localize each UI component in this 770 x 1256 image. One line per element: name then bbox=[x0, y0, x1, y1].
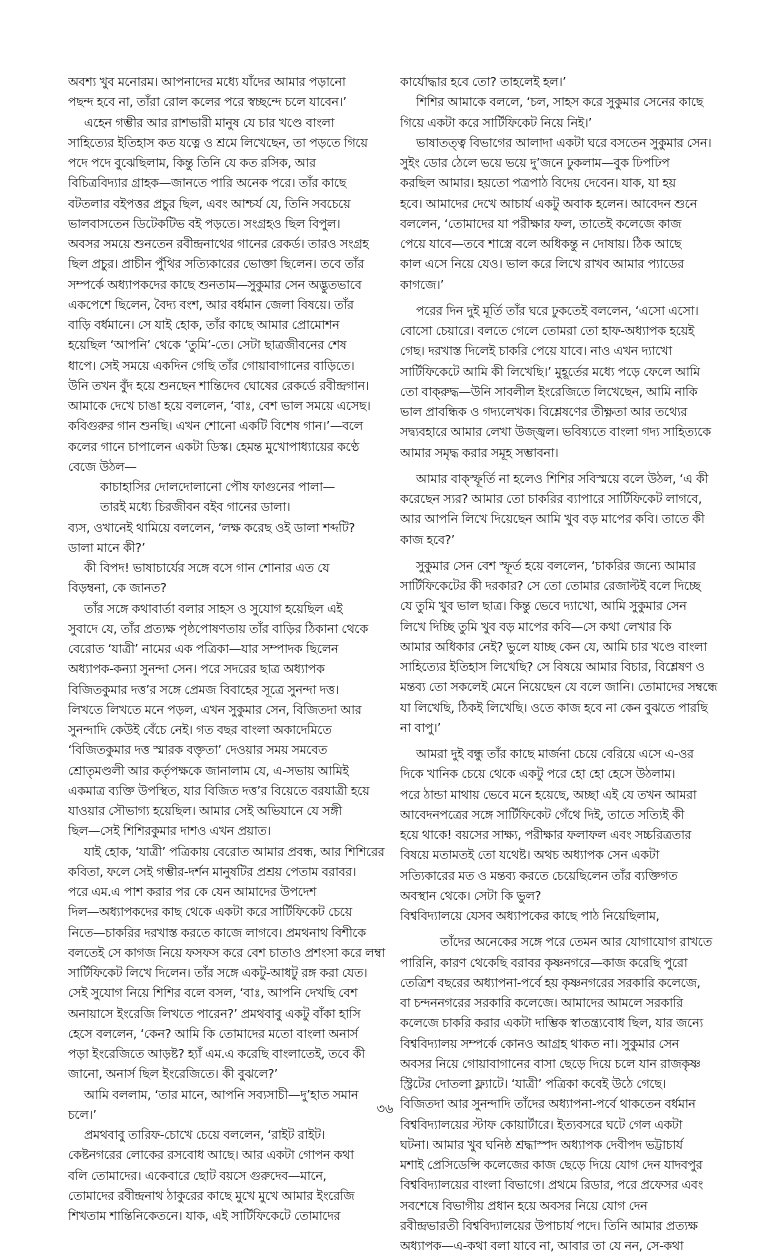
right-column-line: অবসর নিয়ে গোয়াবাগানের বাসা ছেড়ে দিয়ে চলে যান রাজকৃষ্ণ bbox=[400, 1055, 701, 1071]
left-column-line: বটতলার বইপত্তর প্রচুর ছিল, এবং আশ্চর্য যে, তিনি সবচেয়ে bbox=[68, 195, 351, 211]
left-column-line: পরে এম.এ পাশ করার পর কে যেন আমাদের উপদেশ bbox=[68, 884, 317, 899]
right-column-line: তো বাক্‌রুদ্ধ—উনি সাবলীল ইংরেজিতে লিখেছেন, আমি নাকি bbox=[400, 383, 698, 399]
right-column-line: বিশ্ববিদ্যালয় সম্পর্কে কোনও আগ্রহ থাকত না। সুকুমার সেন bbox=[400, 1035, 679, 1051]
left-column-line: জানো, অনার্স ছিল ইংরেজিতে। কী বুঝলে?’ bbox=[68, 1066, 278, 1082]
left-column-line: কলের গানে চাপালেন একটা ডিস্ক। হেমন্ত মুখোপাধ্যায়ের কণ্ঠে bbox=[68, 438, 360, 454]
left-column-line: হেসে বললেন, ‘কেন? আমি কি তোমাদের মতো বাংলা অনার্স bbox=[68, 1025, 358, 1041]
right-column-line: বিজিতদা আর সুনন্দাদি তাঁদের অধ্যাপনা-পর্বে থাকতেন বর্ধমান bbox=[400, 1096, 696, 1112]
left-column-line: যাই হোক, ‘যাত্রী’ পত্রিকায় বেরোত আমার প্রবন্ধ, আর শিশিরের bbox=[84, 843, 385, 859]
left-column-line: কবিগুরুর গান শুনছি। এখন শোনো একটি বিশেষ গান।’—বলে bbox=[68, 418, 363, 434]
right-column-line: মশাই প্রেসিডেন্সি কলেজের কাজ ছেড়ে দিয়ে যোগ দেন যাদবপুর bbox=[400, 1157, 703, 1172]
left-column-line: বিড়ম্বনা, কে জানত? bbox=[68, 580, 167, 596]
right-column-line: সবশেষে বিভাগীয় প্রধান হয়ে অবসর নিয়ে যোগ দেন bbox=[400, 1197, 648, 1213]
left-column-line: সাহিত্যের ইতিহাস কত যত্নে ও শ্রমে লিখেছেন, তা পড়তে গিয়ে bbox=[68, 134, 368, 150]
right-column-line: হবে। আমাদের দেখে আচার্য একটু অবাক হলেন। আবেদন শুনে bbox=[400, 195, 698, 211]
right-column-line: সার্টিফিকেটে আমি কী লিখেছি।’ মুহূর্তের মধ্যে পড়ে ফেলে আমি bbox=[400, 363, 700, 379]
left-column-line: হয়েছিল ‘আপনি’ থেকে ‘তুমি’-তে। সেটা ছাত্রজীবনের শেষ bbox=[68, 337, 347, 353]
right-column-line: কাজ হবে?’ bbox=[400, 531, 455, 547]
left-column-line: অধ্যাপক-কন্যা সুনন্দা সেন। পরে সদরের ছাত্র অধ্যাপক bbox=[68, 661, 325, 677]
right-column-line: পরে ঠান্ডা মাথায় ভেবে মনে হয়েছে, অচ্ছা এই যে তখন আমরা bbox=[400, 786, 697, 802]
right-column-line: বিশ্ববিদ্যালয়ের বাংলা বিভাগে। প্রথমে রিডার, পরে প্রফেসর এবং bbox=[400, 1177, 703, 1193]
left-column-line: উনি তখন বুঁদ হয়ে শুনছেন শান্তিদেব ঘোষের রেকর্ডে রবীন্দ্রগান। bbox=[68, 377, 369, 393]
right-column-line: গিয়ে একটা করে সার্টিফিকেট নিয়ে নিই।’ bbox=[400, 114, 592, 130]
left-column-line: ভালবাসতেন ডিটেকটিভ বই পড়তে। সংগ্রহও ছিল বিপুল। bbox=[68, 215, 341, 231]
right-column-line: ঘটনা। আমার খুব ঘনিষ্ঠ শ্রদ্ধাস্পদ অধ্যাপক দেবীপদ ভট্টাচার্য bbox=[400, 1136, 683, 1152]
right-column-line: অধ্যাপক—এ-কথা বলা যাবে না, আবার তা যে নন, সে-কথা bbox=[400, 1238, 684, 1253]
right-column-line: তেত্রিশ বছরের অধ্যাপনা-পর্বে হয় কৃষ্ণনগরের সরকারি কলেজে, bbox=[400, 974, 701, 990]
left-column-line: কবিতা, ফলে সেই গম্ভীর-দর্শন মানুষটির প্রশ্রয় পেতাম বরাবর। bbox=[68, 863, 356, 879]
left-column-line: ছিল—সেই শিশিরকুমার দাশও এখন প্রয়াত। bbox=[68, 823, 271, 839]
right-column-line: ভাষাতত্ত্ব বিভাগের আলাদা একটা ঘরে বসতেন সুকুমার সেন। bbox=[416, 134, 712, 150]
left-column-line: বিজিতকুমার দত্ত’র সঙ্গে প্রেমজ বিবাহের সূত্রে সুনন্দা দত্ত। bbox=[68, 681, 339, 697]
right-column-line: আবেদনপত্রের সঙ্গে সার্টিফিকেট গেঁথে দিই, তাতে সত্যিই কী bbox=[400, 806, 685, 822]
left-column-line: সুনন্দাদি কেউই বেঁচে নেই। গত বছর বাংলা অকাদেমিতে bbox=[68, 722, 332, 737]
right-column-line: সুকুমার সেন বেশ স্ফূর্ত হয়ে বললেন, ‘চাকরির জন্যে আমার bbox=[416, 557, 696, 573]
left-column-line: ডালা মানে কী?’ bbox=[68, 539, 146, 555]
right-column-line: পরের দিন দুই মূর্তি তাঁর ঘরে ঢুকতেই বললেন, ‘এসো এসো। bbox=[416, 302, 699, 318]
right-column-line: সাহিত্যের ইতিহাস লিখেছি? সে বিষয়ে আমার বিচার, বিশ্লেষণ ও bbox=[400, 659, 705, 674]
right-column-line: সুইং ডোর ঠেলে ভয়ে ভয়ে দু’জনে ঢুকলাম—বুক ঢিপঢিপ bbox=[400, 155, 670, 170]
left-column-line: দিল—অধ্যাপকদের কাছ থেকে একটা করে সার্টিফিকেট চেয়ে bbox=[68, 904, 352, 920]
left-column-line: আমাকে দেখে চাঙা হয়ে বললেন, ‘বাঃ, বেশ ভাল সময়ে এসেছ। bbox=[68, 398, 371, 413]
left-column-line: চলে।’ bbox=[68, 1106, 97, 1122]
right-column-line: রবীন্দ্রভারতী বিশ্ববিদ্যালয়ের উপাচার্য পদে। তিনি আমার প্রত্যক্ষ bbox=[400, 1217, 698, 1233]
left-column-line: পছন্দ হবে না, তাঁরা রোল কলের পরে স্বচ্ছন্দে চলে যাবেন।’ bbox=[68, 94, 347, 110]
left-column-line: শিখতাম শান্তিনিকেতনে। যাক, এই সার্টিফিকেটে তোমাদের bbox=[68, 1208, 341, 1223]
right-column-line: বোসো চেয়ারে। বলতে গেলে তোমরা তো হাফ-অধ্যাপক হয়েই bbox=[400, 323, 695, 338]
left-column-line: বলি তোমাদের। একেবারে ছোট বয়সে গুরুদেব—মানে, bbox=[68, 1167, 327, 1183]
right-column-line: দিকে খানিক চেয়ে থেকে একটু পরে হো হো হেসে উঠলাম। bbox=[400, 766, 676, 782]
right-column-line: আমার অধিকার নেই? ভুলে যাচ্ছ কেন যে, আমি চার খণ্ডে বাংলা bbox=[400, 638, 707, 654]
right-column-line: লিখে দিচ্ছি তুমি খুব বড় মাপের কবি—সে কথা লেখার কি bbox=[400, 618, 672, 634]
left-column-line: বেজে উঠল— bbox=[68, 458, 137, 474]
left-column-line: প্রমথবাবু তারিফ-চোখে চেয়ে বললেন, ‘রাইট রাইট। bbox=[84, 1127, 325, 1142]
right-column-line: যা লিখেছি, ঠিকই লিখেছি। ওতে কাজ হবে না কেন বুঝতে পারছি bbox=[400, 699, 708, 715]
left-column-line: ব্যস, ওখানেই থামিয়ে বললেন, ‘লক্ষ করেছ ওই ডালা শব্দটি? bbox=[68, 519, 355, 535]
left-column-line: কেষ্টনগরের লোকের রসবোধ আছে। আর একটা গোপন কথা bbox=[68, 1147, 354, 1163]
left-column-line: এহেন গম্ভীর আর রাশভারী মানুষ যে চার খণ্ডে বাংলা bbox=[84, 114, 335, 130]
right-column-line: পেয়ে যাবে—তবে শাস্ত্রে বলে অধিকন্তু ন দোষায়। ঠিক আছে bbox=[400, 236, 682, 251]
right-column-line: আমার বাক্‌স্ফূর্তি না হলেও শিশির সবিস্ময়ে বলে উঠল, ‘এ কী bbox=[416, 470, 709, 486]
left-column-line: একমাত্র ব্যক্তি উপস্থিত, যার বিজিত দত্ত’র বিয়েতে বরযাত্রী হয়ে bbox=[68, 782, 370, 798]
left-column-line: সেই সুযোগ নিয়ে শিশির বলে বসল, ‘বাঃ, আপনি দেখছি বেশ bbox=[68, 985, 358, 1001]
left-column-line: সম্পর্কে অধ্যাপকদের কাছে শুনতাম—সুকুমার সেন অদ্ভুতভাবে bbox=[68, 276, 362, 292]
right-column-line: না বাপু।’ bbox=[400, 719, 441, 735]
right-column-line: সার্টিফিকেটের কী দরকার? সে তো তোমার রেজাল্টই বলে দিচ্ছে bbox=[400, 578, 701, 593]
left-column bbox=[68, 72, 386, 1226]
right-column bbox=[400, 72, 718, 1256]
right-column-line: শিশির আমাকে বললে, ‘চল, সাহস করে সুকুমার সেনের কাছে bbox=[416, 94, 704, 110]
left-column-line: অনায়াসে ইংরেজি লিখতে পারেন?’ প্রমথবাবু একটু বাঁকা হাসি bbox=[68, 1005, 361, 1021]
left-column-line: বলতেই সে কাগজ নিয়ে ফসফস করে বেশ চাতাও প্রশংসা করে লম্বা bbox=[68, 944, 385, 960]
left-column-line: কাচাহাসির দোলদোলানো পৌষ ফাগুনের পালা— bbox=[100, 479, 335, 494]
left-column-line: বিচিত্রবিদ্যার গ্রাহক—জানতে পারি অনেক পরে। তাঁর কাছে bbox=[68, 175, 347, 191]
page-number: ৩৬ bbox=[376, 1102, 394, 1117]
right-column-line: তাঁদের অনেকের সঙ্গে পরে তেমন আর যোগাযোগ রাখতে bbox=[440, 934, 712, 950]
left-column-line: একপেশে ছিলেন, বৈদ্য বংশ, আর বর্ধমান জেলা বিষয়ে। তাঁর bbox=[68, 296, 354, 312]
left-column-line: ছিল প্রচুর। প্রাচীন পুঁথির সত্যিকারের ভোক্তা ছিলেন। তবে তাঁর bbox=[68, 256, 364, 272]
right-column-line: পারিনি, কারণ থেকেছি বরাবর কৃষ্ণনগরে—কাজ করেছি পুরো bbox=[400, 954, 688, 970]
left-column-line: তারই মধ্যে চিরজীবন বইব গানের ডালা। bbox=[100, 499, 291, 515]
left-column-line: সার্টিফিকেট লিখে দিলেন। তাঁর সঙ্গে একটু-আধটু রঙ্গ করা যেত। bbox=[68, 965, 368, 980]
right-column-line: বিষয়ে মতামতই তো যথেষ্ট। অথচ অধ্যাপক সেন একটা bbox=[400, 847, 660, 863]
left-column-line: তোমাদের রবীন্দ্রনাথ ঠাকুরের কাছে মুখে মুখে আমার ইংরেজি bbox=[68, 1187, 355, 1203]
left-column-line: আমি বললাম, ‘তার মানে, আপনি সব্যসাচী—দু’হাত সমান bbox=[84, 1086, 359, 1102]
right-column-line: বিশ্ববিদ্যালয়ের স্টাফ কোয়ার্টারে। ইত্যবসরে ঘটে গেল একটা bbox=[400, 1116, 683, 1132]
left-column-line: ‘বিজিতকুমার দত্ত স্মারক বক্তৃতা’ দেওয়ার সময় সমবেত bbox=[68, 742, 328, 758]
right-column-line: স্ট্রিটের দোতলা ফ্ল্যাটে। ‘যাত্রী’ পত্রিকা কবেই উঠে গেছে। bbox=[400, 1076, 666, 1091]
left-column-line: পড়া ইংরেজিতে আড়ষ্ট? হ্যাঁ এম.এ করেছি বাংলাতেই, তবে কী bbox=[68, 1046, 365, 1061]
right-column-line: করছিল আমার। হয়তো পত্রপাঠ বিদেয় দেবেন। যাক, যা হয় bbox=[400, 175, 676, 191]
right-column-line: গেছ। দরখাস্ত দিলেই চাকরি পেয়ে যাবে। নাও এখন দ্যাখো bbox=[400, 343, 672, 359]
right-column-line: করেছেন স্যর? আমার তো চাকরির ব্যাপারে সার্টিফিকেট লাগবে, bbox=[400, 491, 702, 506]
right-column-line: আর আপনি লিখে দিয়েছেন আমি খুব বড় মাপের কবি। তাতে কী bbox=[400, 511, 705, 527]
right-column-line: বললেন, ‘তোমাদের যা পরীক্ষার ফল, তাতেই কলেজে কাজ bbox=[400, 215, 682, 231]
left-column-line: তাঁর সঙ্গে কথাবার্তা বলার সাহস ও সুযোগ হয়েছিল এই bbox=[84, 600, 343, 616]
right-column-line: আমরা দুই বন্ধু তাঁর কাছে মার্জনা চেয়ে বেরিয়ে এসে এ-ওর bbox=[416, 746, 694, 761]
left-column-line: কী বিপদ! ভাষাচার্যের সঙ্গে বসে গান শোনার এত যে bbox=[84, 560, 330, 575]
right-column-line: কার্যোদ্ধার হবে তো? তাহলেই হল।’ bbox=[400, 74, 567, 89]
right-column-line: সত্যিকারের মত ও মন্তব্য করতে চেয়েছিলেন তাঁর ব্যক্তিগত bbox=[400, 867, 678, 883]
right-column-line: সদ্ব্যবহারে আমার লেখা উজ্জ্বল। ভবিষ্যতে বাংলা গদ্য সাহিত্যকে bbox=[400, 424, 711, 440]
right-column-line: বা চন্দননগরের সরকারি কলেজে। আমাদের আমলে সরকারি bbox=[400, 995, 683, 1010]
left-column-line: বাড়ি বর্ধমানে। সে যাই হোক, তাঁর কাছে আমার প্রোমোশন bbox=[68, 317, 340, 332]
left-column-line: ধাপে। সেই সময়ে একদিন গেছি তাঁর গোয়াবাগানের বাড়িতে। bbox=[68, 357, 355, 373]
right-column-line: কাল এসে নিয়ে যেও। ভাল করে লিখে রাখব আমার প্যাডের bbox=[400, 256, 684, 272]
left-column-line: লিখতে লিখতে মনে পড়ল, এখন সুকুমার সেন, বিজিতদা আর bbox=[68, 701, 362, 717]
left-column-line: নিতে—চাকরির দরখাস্ত করতে কাজে লাগবে। প্রমথনাথ বিশীকে bbox=[68, 924, 366, 940]
left-column-line: অবসর সময়ে শুনতেন রবীন্দ্রনাথের গানের রেকর্ড। তারও সংগ্রহ bbox=[68, 236, 369, 251]
left-column-line: সুবাদে যে, তাঁর প্রত্যক্ষ পৃষ্ঠপোষণতায় তাঁর বাড়ির ঠিকানা থেকে bbox=[68, 620, 368, 636]
right-column-line: অবস্থান থেকে। সেটা কি ভুল? bbox=[400, 887, 541, 903]
left-column-line: অবশ্য খুব মনোরম। আপনাদের মধ্যে যাঁদের আমার পড়ানো bbox=[68, 74, 346, 89]
right-column-line: হয়ে থাকে! বয়সের সাক্ষ্য, পরীক্ষার ফলাফল এবং সচ্চরিত্রতার bbox=[400, 827, 692, 842]
left-column-line: শ্রোতৃমণ্ডলী আর কর্তৃপক্ষকে জানালাম যে, এ-সভায় আমিই bbox=[68, 762, 349, 778]
left-column-line: বেরোত ‘যাত্রী’ নামের এক পত্রিকা—যার সম্পাদক ছিলেন bbox=[68, 641, 339, 656]
left-column-line: পদে পদে বুঝেছিলাম, কিন্তু তিনি যে কত রসিক, আর bbox=[68, 155, 316, 170]
right-column-line: মন্তব্য তো সকলেই মেনে নিয়েছেন যে বলে জানি। তোমাদের সম্বন্ধে bbox=[400, 679, 718, 695]
right-column-line: কাগজে।’ bbox=[400, 276, 444, 292]
right-column-line: যে তুমি খুব ভাল ছাত্র। কিন্তু ভেবে দ্যাখো, আমি সুকুমার সেন bbox=[400, 598, 687, 614]
left-column-line: যাওয়ার সৌভাগ্য হয়েছিল। আমার সেই অভিযানে যে সঙ্গী bbox=[68, 803, 342, 818]
right-column-line: ভাল প্রাবন্ধিক ও গদ্যলেখক। বিশ্লেষণের তীক্ষ্ণতা আর তথ্যের bbox=[400, 404, 688, 419]
right-column-line: কলেজে চাকরি করার একটা দাম্ভিক স্বাতন্ত্র্যবোধ ছিল, যার জন্যে bbox=[400, 1015, 703, 1031]
right-column-line: বিশ্ববিদ্যালয়ে যেসব অধ্যাপকের কাছে পাঠ নিয়েছিলাম, bbox=[400, 908, 660, 923]
right-column-line: আমার সমৃদ্ধ করার সমূহ সম্ভাবনা। bbox=[400, 444, 559, 460]
